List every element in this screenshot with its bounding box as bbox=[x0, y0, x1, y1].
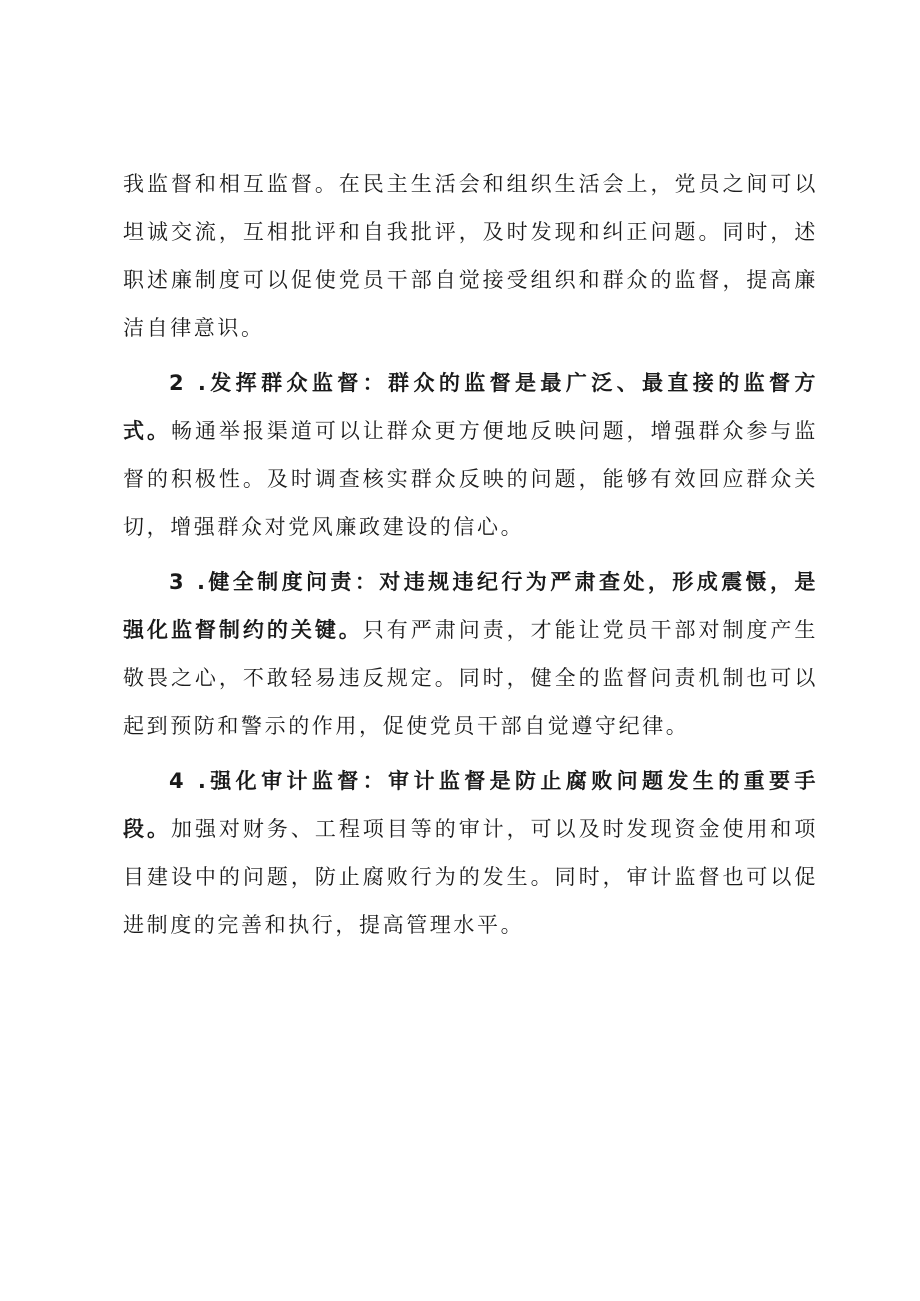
paragraph-body: 加强对财务、工程项目等的审计，可以及时发现资金使用和项目建设中的问题，防止腐败行为的发生。同时，审计监督也可以促进制度的完善和执行，提高管理水平。 bbox=[123, 817, 819, 937]
paragraph-accountability bbox=[123, 558, 818, 750]
paragraph-body: 只有严肃问责，才能让党员干部对制度产生敬畏之心，不敢轻易违反规定。同时，健全的监督问责机制也可以起到预防和警示的作用，促使党员干部自觉遵守纪律。 bbox=[123, 618, 819, 738]
paragraph-heading: 3 .健全制度问责：对违规违纪行为严肃查处，形成震慑，是强化监督制约的关键。 bbox=[123, 570, 818, 642]
paragraph-audit-supervision bbox=[123, 757, 818, 949]
paragraph-body: 我监督和相互监督。在民主生活会和组织生活会上，党员之间可以坦诚交流，互相批评和自我批评，及时发现和纠正问题。同时，述职述廉制度可以促使党员干部自觉接受组织和群众的监督，提高廉洁自律意识。 bbox=[123, 172, 818, 340]
paragraph-heading: 2 .发挥群众监督：群众的监督是最广泛、最直接的监督方式。 bbox=[123, 371, 818, 443]
paragraph-heading: 4 .强化审计监督：审计监督是防止腐败问题发生的重要手段。 bbox=[123, 769, 818, 841]
paragraph-continuation bbox=[123, 160, 818, 352]
document-page bbox=[123, 160, 818, 956]
paragraph-mass-supervision bbox=[123, 359, 818, 551]
paragraph-body: 畅通举报渠道可以让群众更方便地反映问题，增强群众参与监督的积极性。及时调查核实群众反映的问题，能够有效回应群众关切，增强群众对党风廉政建设的信心。 bbox=[123, 419, 819, 539]
